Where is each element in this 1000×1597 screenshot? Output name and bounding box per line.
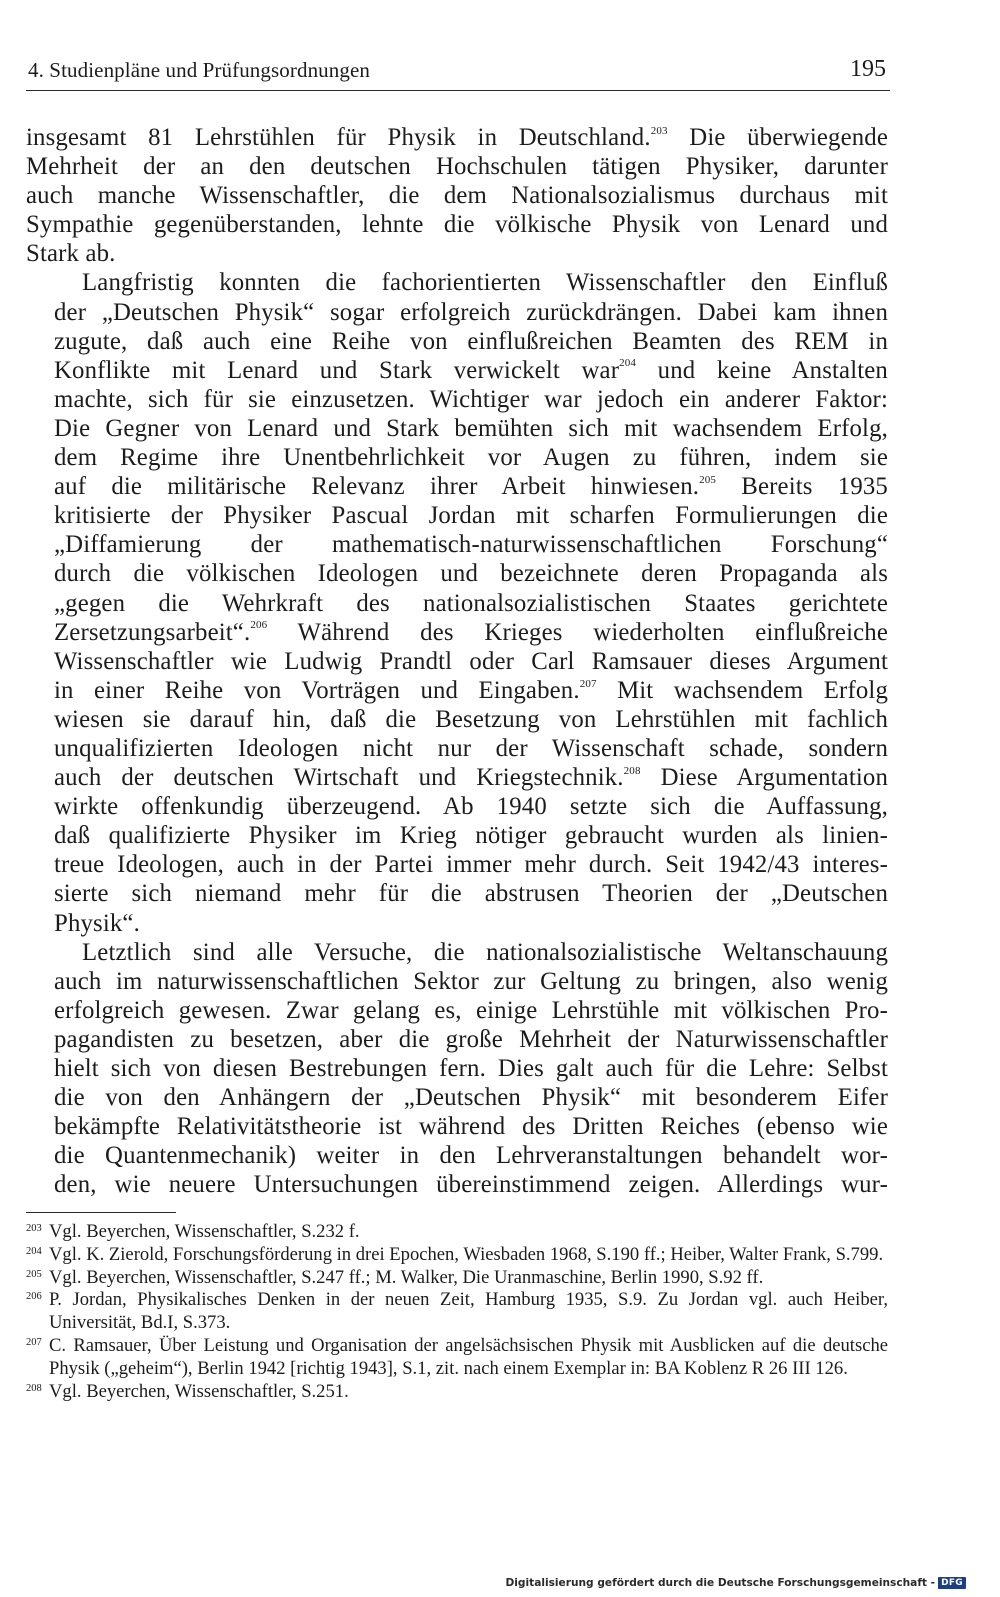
footnote-number: 204 — [26, 1245, 42, 1257]
text-line: Mehrheit der an den deutschen Hochschulen tätigen Physiker, darunter — [26, 153, 888, 181]
text-line: zugute, daß auch eine Reihe von einflußreichen Beamten des REM in — [54, 327, 888, 355]
text-line: auch manche Wissenschaftler, die dem Nationalsozialismus durchaus mit — [26, 182, 888, 210]
text-line: der „Deutschen Physik“ sogar erfolgreich zurückdrängen. Dabei kam ihnen — [54, 298, 888, 326]
text-line: wirkte offenkundig überzeugend. Ab 1940 setzte sich die Auffassung, — [54, 793, 888, 821]
footnote-ref-207[interactable]: 207 — [579, 677, 597, 690]
text-line: die von den Anhängern der „Deutschen Physik“ mit besonderem Eifer — [54, 1084, 888, 1112]
text-line: hielt sich von diesen Bestrebungen fern. Dies galt auch für die Lehre: Selbst — [54, 1055, 888, 1082]
footnote-text: Vgl. Beyerchen, Wissenschaftler, S.247 ff.; M. Walker, Die Uranmaschine, Berlin 1990, S.92 ff. — [49, 1266, 764, 1288]
text-line: erfolgreich gewesen. Zwar gelang es, einige Lehrstühle mit völkischen Pro- — [54, 996, 888, 1024]
text-line: durch die völkischen Ideologen und bezeichnete deren Propaganda als — [54, 560, 888, 588]
footnote-204 — [26, 1244, 888, 1267]
text-line: Stark ab. — [26, 240, 116, 268]
running-head — [26, 56, 890, 91]
footnote-separator — [26, 1212, 176, 1213]
footnote-ref-203[interactable]: 203 — [650, 124, 668, 137]
running-title: 4. Studienpläne und Prüfungsordnungen — [28, 58, 370, 82]
text-line: Wissenschaftler wie Ludwig Prandtl oder Carl Ramsauer dieses Argument — [54, 647, 888, 675]
text-line: den, wie neuere Untersuchungen übereinstimmend zeigen. Allerdings wur- — [54, 1171, 888, 1199]
text-line: kritisierte der Physiker Pascual Jordan mit scharfen Formulierungen die — [54, 502, 888, 530]
footnote-text: Vgl. Beyerchen, Wissenschaftler, S.232 f. — [49, 1221, 360, 1242]
footnote-ref-204[interactable]: 204 — [619, 357, 637, 370]
footnote-206 — [26, 1289, 888, 1335]
footnote-number: 207 — [26, 1336, 42, 1348]
text-line: „gegen die Wehrkraft des nationalsozialistischen Staates gerichtete — [54, 589, 888, 617]
text-line: Sympathie gegenüberstanden, lehnte die völkische Physik von Lenard und — [26, 211, 888, 239]
footnote-ref-206[interactable]: 206 — [250, 619, 268, 632]
text-line: Physik“. — [54, 909, 140, 937]
text-line: wiesen sie darauf hin, daß die Besetzung von Lehrstühlen mit fachlich — [54, 705, 888, 733]
text-line: in einer Reihe von Vorträgen und Eingaben.$^{207}$ Mit wachsendem Erfolg — [54, 676, 888, 704]
text-line: Langfristig konnten die fachorientierten Wissenschaftler den Einfluß — [82, 269, 888, 297]
text-line: daß qualifizierte Physiker im Krieg nötiger gebraucht wurden als linien- — [54, 822, 888, 850]
text-line: bekämpfte Relativitätstheorie ist während des Dritten Reiches (ebenso wie — [54, 1113, 888, 1141]
text-line: auch der deutschen Wirtschaft und Kriegstechnik.$^{208}$ Diese Argumentation — [54, 764, 889, 792]
footnote-text: Vgl. K. Zierold, Forschungsförderung in drei Epochen, Wiesbaden 1968, S.190 ff.; Heiber, Walter Frank, S.799. — [49, 1243, 884, 1265]
text-line: insgesamt 81 Lehrstühlen für Physik in Deutschland.$^{203}$ Die überwiegende — [26, 124, 888, 151]
text-line: Letztlich sind alle Versuche, die nationalsozialistische Weltanschauung — [82, 938, 888, 966]
footnotes — [26, 1221, 888, 1403]
text-line: dem Regime ihre Unentbehrlichkeit vor Augen zu führen, indem sie — [54, 444, 888, 472]
text-line: die Quantenmechanik) weiter in den Lehrveranstaltungen behandelt wor- — [54, 1142, 888, 1170]
paragraph-1 — [26, 123, 888, 268]
footnote-ref-205[interactable]: 205 — [699, 473, 717, 486]
footnote-number: 205 — [26, 1268, 42, 1280]
footnote-number: 206 — [26, 1291, 42, 1303]
text-line: sierte sich niemand mehr für die abstrusen Theorien der „Deutschen — [54, 880, 888, 908]
footnote-205 — [26, 1267, 888, 1290]
text-line: auf die militärische Relevanz ihrer Arbeit hinwiesen.$^{205}$ Bereits 1935 — [54, 473, 888, 501]
dfg-logo: DFG — [938, 1577, 966, 1589]
text-line: treue Ideologen, auch in der Partei immer mehr durch. Seit 1942/43 interes- — [54, 851, 888, 879]
text-line: machte, sich für sie einzusetzen. Wichtiger war jedoch ein anderer Faktor: — [54, 385, 888, 413]
text-line: pagandisten zu besetzen, aber die große Mehrheit der Naturwissenschaftler — [54, 1025, 888, 1053]
paragraph-3 — [26, 938, 888, 1200]
body-text — [26, 123, 888, 1199]
footnote-ref-208[interactable]: 208 — [623, 764, 641, 777]
text-line: Konflikte mit Lenard und Stark verwickelt war$^{204}$ und keine Anstalten — [54, 356, 888, 384]
footnote-208 — [26, 1381, 888, 1404]
text-line: „Diffamierung der mathematisch-naturwissenschaftlichen Forschung“ — [54, 531, 888, 559]
footnote-207 — [26, 1335, 888, 1381]
footnote-text: Vgl. Beyerchen, Wissenschaftler, S.251. — [49, 1380, 349, 1402]
page-number: 195 — [850, 56, 886, 82]
digitization-credit — [506, 1573, 967, 1593]
text-line: unqualifizierten Ideologen nicht nur der Wissenschaft schade, sondern — [54, 734, 888, 762]
footnote-text: C. Ramsauer, Über Leistung und Organisation der angelsächsischen Physik mit Ausblicken auf die deutsche Physik („geheim“), Berlin 1942 [richtig 1943], S.1, zit. nach einem Exemplar in: BA Koblenz R 26 III 126. — [49, 1334, 888, 1379]
footnote-203 — [26, 1221, 888, 1244]
digitization-credit-text: Digitalisierung gefördert durch die Deutsche Forschungsgemeinschaft - — [505, 1577, 936, 1589]
text-line: auch im naturwissenschaftlichen Sektor zur Geltung zu bringen, also wenig — [54, 967, 888, 995]
text-line: Die Gegner von Lenard und Stark bemühten sich mit wachsendem Erfolg, — [54, 414, 888, 442]
paragraph-2 — [26, 268, 888, 937]
footnote-number: 208 — [26, 1382, 42, 1394]
footnote-text: P. Jordan, Physikalisches Denken in der neuen Zeit, Hamburg 1935, S.9. Zu Jordan vgl. auch Heiber, Universität, Bd.I, S.373. — [49, 1289, 888, 1334]
footnote-number: 203 — [26, 1223, 42, 1234]
text-line: Zersetzungsarbeit“.$^{206}$ Während des Krieges wiederholten einflußreiche — [54, 618, 888, 646]
